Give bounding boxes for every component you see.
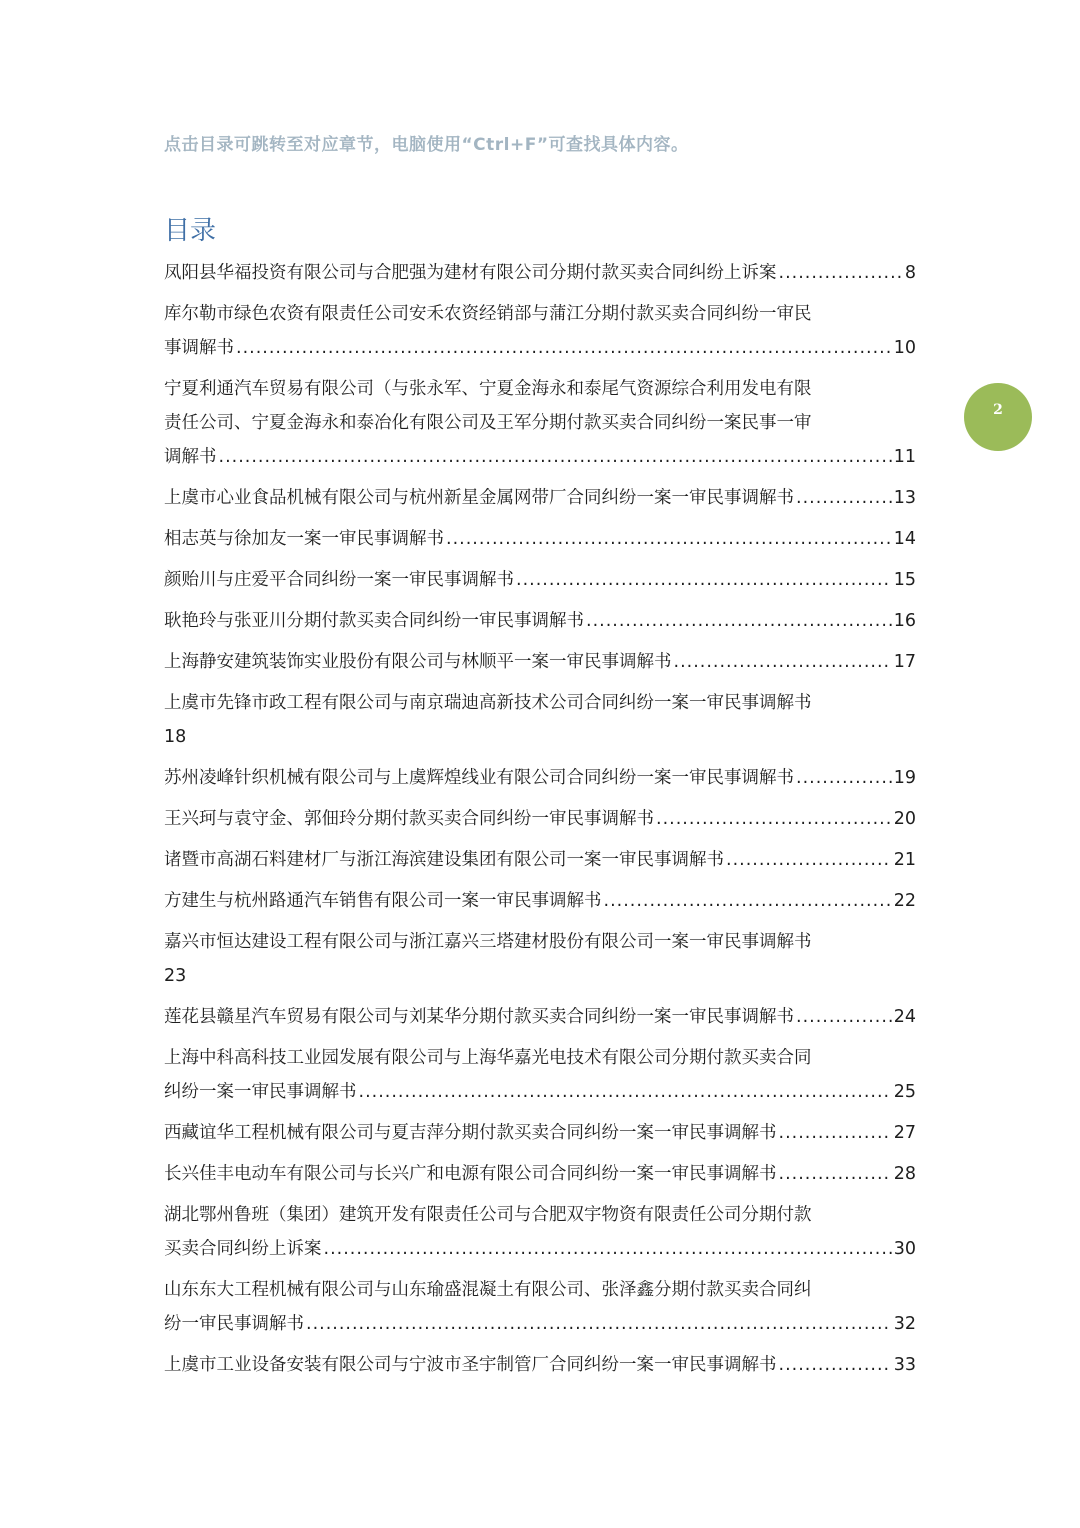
toc-page-number: 25 [893, 1082, 916, 1102]
toc-entry-title: 宁夏利通汽车贸易有限公司（与张永军、宁夏金海永和泰尾气资源综合利用发电有限 [164, 379, 812, 399]
toc-entry-line [164, 604, 916, 638]
toc-entry-link[interactable] [164, 604, 916, 638]
dot-leader [586, 604, 892, 638]
toc-page-number: 33 [893, 1355, 916, 1375]
dot-leader [219, 440, 892, 474]
toc-page-number: 11 [893, 447, 916, 467]
toc-entry-line [164, 256, 916, 290]
toc-entry-line [164, 761, 916, 795]
toc-entry-title: 纠纷一案一审民事调解书 [164, 1082, 357, 1102]
toc-entry-link[interactable] [164, 297, 916, 365]
toc-entry-link[interactable] [164, 1116, 916, 1150]
toc-entry-line [164, 645, 916, 679]
toc-entry-link[interactable] [164, 1273, 916, 1341]
dot-leader [674, 645, 892, 679]
dot-leader [779, 1348, 892, 1382]
toc-entry-line [164, 1348, 916, 1382]
toc-entry-link[interactable] [164, 884, 916, 918]
toc-entry-link[interactable] [164, 256, 916, 290]
toc-entry-line [164, 1232, 916, 1266]
toc-page-number: 32 [893, 1314, 916, 1334]
toc-entry-title: 上虞市先锋市政工程有限公司与南京瑞迪高新技术公司合同纠纷一案一审民事调解书 [164, 693, 812, 713]
dot-leader [796, 1000, 892, 1034]
toc-page-number: 23 [164, 966, 187, 986]
dot-leader [604, 884, 892, 918]
toc-entry-line [164, 1000, 916, 1034]
toc-page-number: 24 [893, 1007, 916, 1027]
toc-page-number: 13 [893, 488, 916, 508]
toc-entry-link[interactable] [164, 802, 916, 836]
dot-leader [779, 1157, 892, 1191]
toc-entry-title: 苏州凌峰针织机械有限公司与上虞辉煌线业有限公司合同纠纷一案一审民事调解书 [164, 768, 794, 788]
toc-entry-line [164, 843, 916, 877]
toc-entry-line [164, 1116, 916, 1150]
toc-entry-title: 事调解书 [164, 338, 234, 358]
toc-entry-title: 买卖合同纠纷上诉案 [164, 1239, 322, 1259]
toc-entry-link[interactable] [164, 1348, 916, 1382]
toc-entry-link[interactable] [164, 1157, 916, 1191]
toc-entry-title: 方建生与杭州路通汽车销售有限公司一案一审民事调解书 [164, 891, 602, 911]
toc-entry-line [164, 884, 916, 918]
toc-entry-title: 相志英与徐加友一案一审民事调解书 [164, 529, 444, 549]
toc-page-number: 27 [893, 1123, 916, 1143]
toc-entry-title: 长兴佳丰电动车有限公司与长兴广和电源有限公司合同纠纷一案一审民事调解书 [164, 1164, 777, 1184]
toc-entry-line [164, 440, 916, 474]
dot-leader [324, 1232, 892, 1266]
toc-entry-line [164, 522, 916, 556]
toc-page-number: 30 [893, 1239, 916, 1259]
page-number-badge: 2 [964, 383, 1032, 451]
toc-entry-link[interactable] [164, 1041, 916, 1109]
dot-leader [796, 481, 892, 515]
dot-leader [446, 522, 892, 556]
toc-entry-line [164, 1307, 916, 1341]
toc-entry-line [164, 481, 916, 515]
toc-entry-link[interactable] [164, 1000, 916, 1034]
toc-entry-link[interactable] [164, 481, 916, 515]
toc-entry-title: 莲花县赣星汽车贸易有限公司与刘某华分期付款买卖合同纠纷一案一审民事调解书 [164, 1007, 794, 1027]
toc-page-number: 17 [893, 652, 916, 672]
toc-entry-link[interactable] [164, 522, 916, 556]
toc-entry-title: 西藏谊华工程机械有限公司与夏吉萍分期付款买卖合同纠纷一案一审民事调解书 [164, 1123, 777, 1143]
toc-entry-title: 湖北鄂州鲁班（集团）建筑开发有限责任公司与合肥双宇物资有限责任公司分期付款 [164, 1205, 812, 1225]
dot-leader [779, 1116, 892, 1150]
toc-page-number: 21 [893, 850, 916, 870]
toc-entry-title: 耿艳玲与张亚川分期付款买卖合同纠纷一审民事调解书 [164, 611, 584, 631]
toc-entry-line [164, 1157, 916, 1191]
toc-page-number: 20 [893, 809, 916, 829]
toc-page-number: 28 [893, 1164, 916, 1184]
toc-entry-line [164, 331, 916, 365]
toc-entry-link[interactable] [164, 1198, 916, 1266]
toc-entry-title: 嘉兴市恒达建设工程有限公司与浙江嘉兴三塔建材股份有限公司一案一审民事调解书 [164, 932, 812, 952]
toc-entry-title: 上虞市工业设备安装有限公司与宁波市圣宇制管厂合同纠纷一案一审民事调解书 [164, 1355, 777, 1375]
dot-leader [236, 331, 892, 365]
toc-page-number: 22 [893, 891, 916, 911]
toc-entry-link[interactable] [164, 563, 916, 597]
toc-entry-link[interactable] [164, 925, 916, 993]
toc-entry-title: 上虞市心业食品机械有限公司与杭州新星金属网带厂合同纠纷一案一审民事调解书 [164, 488, 794, 508]
toc-entry-link[interactable] [164, 372, 916, 474]
toc-page-number: 10 [893, 338, 916, 358]
toc-entry-title: 上海静安建筑装饰实业股份有限公司与林顺平一案一审民事调解书 [164, 652, 672, 672]
dot-leader [796, 761, 892, 795]
dot-leader [306, 1307, 892, 1341]
toc-entry-link[interactable] [164, 843, 916, 877]
dot-leader [656, 802, 892, 836]
toc-entry-link[interactable] [164, 686, 916, 754]
toc-page-number: 16 [893, 611, 916, 631]
toc-entry-title: 责任公司、宁夏金海永和泰冶化有限公司及王军分期付款买卖合同纠纷一案民事一审 [164, 413, 812, 433]
toc-entry-title: 库尔勒市绿色农资有限责任公司安禾农资经销部与蒲江分期付款买卖合同纠纷一审民 [164, 304, 812, 324]
table-of-contents [164, 256, 916, 1389]
toc-page-number: 18 [164, 727, 187, 747]
dot-leader [516, 563, 892, 597]
toc-entry-title: 凤阳县华福投资有限公司与合肥强为建材有限公司分期付款买卖合同纠纷上诉案 [164, 263, 777, 283]
toc-page-number: 15 [893, 570, 916, 590]
toc-entry-title: 调解书 [164, 447, 217, 467]
toc-entry-title: 诸暨市高湖石料建材厂与浙江海滨建设集团有限公司一案一审民事调解书 [164, 850, 724, 870]
toc-page-number: 8 [904, 263, 916, 283]
search-hint: 点击目录可跳转至对应章节，电脑使用“Ctrl+F”可查找具体内容。 [164, 135, 689, 155]
toc-entry-link[interactable] [164, 761, 916, 795]
toc-entry-title: 王兴珂与袁守金、郭佃玲分期付款买卖合同纠纷一审民事调解书 [164, 809, 654, 829]
toc-entry-link[interactable] [164, 645, 916, 679]
toc-entry-title: 上海中科高科技工业园发展有限公司与上海华嘉光电技术有限公司分期付款买卖合同 [164, 1048, 812, 1068]
dot-leader [779, 256, 903, 290]
toc-page-number: 14 [893, 529, 916, 549]
toc-entry-title: 山东东大工程机械有限公司与山东瑜盛混凝土有限公司、张泽鑫分期付款买卖合同纠 [164, 1280, 812, 1300]
toc-page-number: 19 [893, 768, 916, 788]
toc-entry-line [164, 802, 916, 836]
toc-entry-line [164, 1075, 916, 1109]
dot-leader [726, 843, 892, 877]
toc-entry-title: 纷一审民事调解书 [164, 1314, 304, 1334]
toc-entry-title: 颜贻川与庄爱平合同纠纷一案一审民事调解书 [164, 570, 514, 590]
toc-entry-line [164, 563, 916, 597]
dot-leader [359, 1075, 892, 1109]
toc-heading: 目录 [164, 216, 217, 246]
